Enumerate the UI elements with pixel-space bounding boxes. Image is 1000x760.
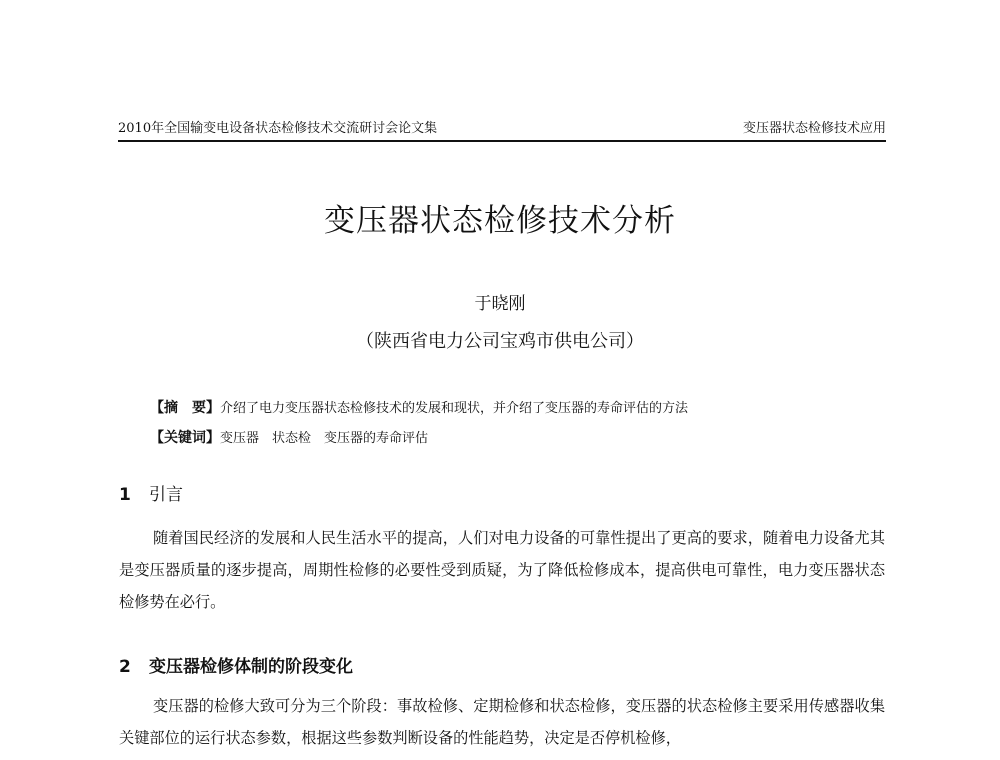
running-header <box>118 117 886 142</box>
section-number: 1 <box>119 485 131 505</box>
section-heading-maintenance-stages <box>119 652 353 677</box>
paper-title: 变压器状态检修技术分析 <box>324 203 676 239</box>
section-paragraph-maintenance-stages: 变压器的检修大致可分为三个阶段：事故检修、定期检修和状态检修，变压器的状态检修主要采用传感器收集关键部位的运行状态参数，根据这些参数判断设备的性能趋势，决定是否停机检修， <box>119 697 885 747</box>
section-number: 2 <box>119 657 131 677</box>
keywords-text: 变压器 状态检 变压器的寿命评估 <box>220 431 429 446</box>
keywords-label: 【关键词】 <box>150 430 220 446</box>
author-name: 于晓刚 <box>474 294 526 314</box>
section-title: 变压器检修体制的阶段变化 <box>149 657 353 677</box>
author-affiliation: （陕西省电力公司宝鸡市供电公司） <box>356 331 644 352</box>
abstract-label: 【摘 要】 <box>150 400 220 416</box>
abstract <box>150 397 870 417</box>
abstract-text: 介绍了电力变压器状态检修技术的发展和现状，并介绍了变压器的寿命评估的方法 <box>220 401 689 416</box>
running-header-right: 变压器状态检修技术应用 <box>742 121 886 136</box>
section-title: 引言 <box>149 485 183 505</box>
section-heading-introduction <box>119 480 183 505</box>
running-header-left: 2010年全国输变电设备状态检修技术交流研讨会论文集 <box>118 121 438 136</box>
section-paragraph-introduction: 随着国民经济的发展和人民生活水平的提高，人们对电力设备的可靠性提出了更高的要求，随着电力设备尤其是变压器质量的逐步提高，周期性检修的必要性受到质疑，为了降低检修成本，提高供电可靠性，电力变压器状态检修势在必行。 <box>119 529 885 611</box>
keywords <box>150 427 870 447</box>
